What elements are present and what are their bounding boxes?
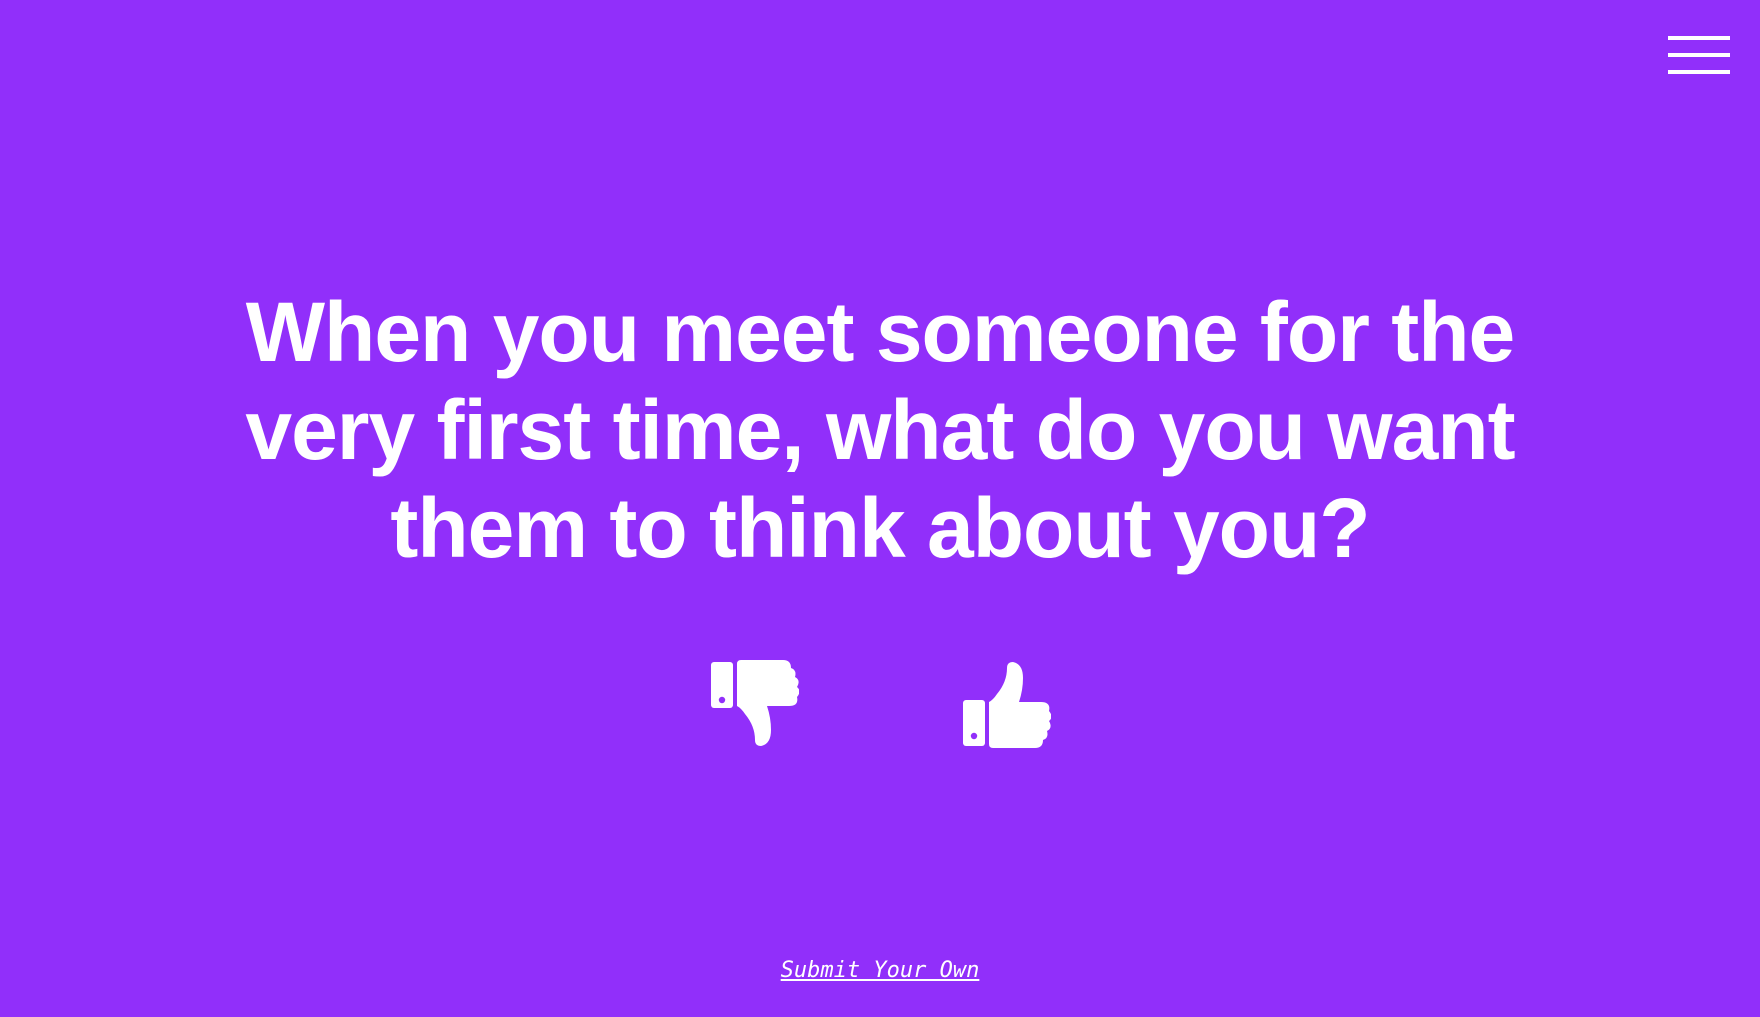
thumbs-down-button[interactable]: [711, 660, 799, 748]
question-text: When you meet someone for the very first time, what do you want them to think about you?: [245, 285, 1515, 575]
thumbs-down-icon: [711, 660, 799, 748]
menu-bar-top: [1668, 36, 1730, 40]
thumbs-up-button[interactable]: [963, 660, 1051, 748]
thumbs-up-icon: [963, 660, 1051, 748]
menu-bar-bottom: [1668, 70, 1730, 74]
menu-button[interactable]: [1668, 34, 1730, 76]
menu-bar-middle: [1668, 53, 1730, 57]
submit-your-own-link[interactable]: Submit Your Own: [780, 958, 980, 983]
